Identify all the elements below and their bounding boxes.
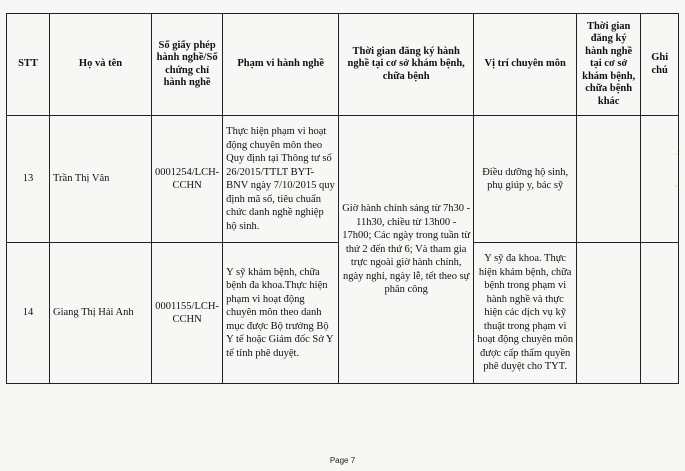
row-stt: 13 bbox=[7, 116, 50, 243]
row-stt: 14 bbox=[7, 243, 50, 384]
table-row bbox=[7, 116, 679, 243]
header-registration-time: Thời gian đăng ký hành nghề tại cơ sở khám bệnh, chữa bệnh bbox=[339, 14, 474, 116]
header-name: Họ và tên bbox=[50, 14, 152, 116]
row-license: 0001155/LCH-CCHN bbox=[152, 243, 223, 384]
row-note bbox=[641, 116, 679, 243]
header-other-registration-time: Thời gian đăng ký hành nghề tại cơ sở khám bệnh, chữa bệnh khác bbox=[577, 14, 641, 116]
page-number: Page 7 bbox=[329, 456, 356, 465]
table-header-row bbox=[7, 14, 679, 116]
header-stt: STT bbox=[7, 14, 50, 116]
row-note bbox=[641, 243, 679, 384]
header-license: Số giấy phép hành nghề/Số chứng chỉ hành nghề bbox=[152, 14, 223, 116]
margin-stamp-mark: '·. bbox=[675, 185, 681, 192]
header-scope: Phạm vi hành nghề bbox=[223, 14, 339, 116]
shared-registration-time: Giờ hành chính sáng từ 7h30 - 11h30, chiều từ 13h00 - 17h00; Các ngày trong tuần từ thứ 2 đến thứ 6; Và tham gia trực ngoài giờ hành chính, ngày nghỉ, ngày lễ, tết theo sự phân công bbox=[339, 116, 474, 384]
row-scope: Y sỹ khám bệnh, chữa bệnh đa khoa.Thực hiện phạm vi hoạt động chuyên môn theo danh mục được Bộ trưởng Bộ Y tế hoặc Giám đốc Sở Y tế tỉnh phê duyệt. bbox=[223, 243, 339, 384]
row-scope: Thực hiện phạm vi hoạt động chuyên môn theo Quy định tại Thông tư số 26/2015/TTLT BYT-BNV ngày 7/10/2015 quy định mã số, tiêu chuẩn chức danh nghề nghiệp hộ sinh. bbox=[223, 116, 339, 243]
row-position: Điều dưỡng hộ sinh, phụ giúp y, bác sỹ bbox=[474, 116, 577, 243]
row-name: Trần Thị Vân bbox=[50, 116, 152, 243]
margin-stamp-mark: .;: bbox=[675, 150, 681, 157]
staff-registration-table bbox=[6, 13, 679, 384]
row-other-time bbox=[577, 243, 641, 384]
header-note: Ghi chú bbox=[641, 14, 679, 116]
header-position: Vị trí chuyên môn bbox=[474, 14, 577, 116]
row-other-time bbox=[577, 116, 641, 243]
row-license: 0001254/LCH-CCHN bbox=[152, 116, 223, 243]
row-position: Y sỹ đa khoa. Thực hiện khám bệnh, chữa bệnh trong phạm vi hành nghề và thực hiện các dịch vụ kỹ thuật trong phạm vi hoạt động chuyên môn được cấp thẩm quyền phê duyệt cho TYT. bbox=[474, 243, 577, 384]
row-name: Giang Thị Hải Anh bbox=[50, 243, 152, 384]
